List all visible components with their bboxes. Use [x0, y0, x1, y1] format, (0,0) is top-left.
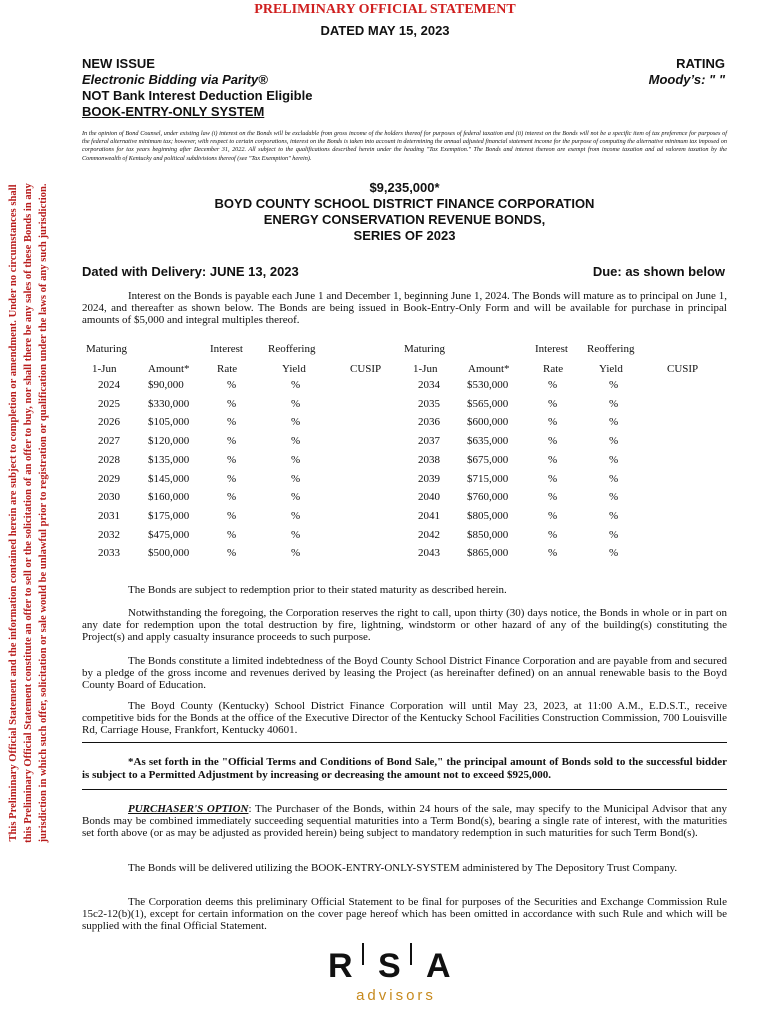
redemption-paragraph — [82, 584, 727, 596]
header-maturing-2: Maturing — [404, 343, 445, 355]
maturity-amount: $600,000 — [467, 416, 509, 429]
maturity-yield: % — [291, 528, 301, 541]
maturity-amount: $90,000 — [148, 379, 184, 391]
maturity-year: 2033 — [98, 547, 120, 560]
maturity-yield: % — [291, 435, 301, 448]
maturity-yield: % — [609, 397, 619, 410]
maturity-yield: % — [291, 472, 301, 485]
header-cusip: CUSIP — [350, 363, 382, 375]
maturity-amount: $805,000 — [467, 509, 509, 522]
maturity-amount: $675,000 — [467, 453, 509, 466]
header-rate: Rate — [217, 363, 238, 375]
maturity-amount: $760,000 — [467, 491, 509, 504]
disclaimer-line-2: this Preliminary Official Statement constitute an offer to sell or the solicitation of an offer to buy, nor shall there be any sales of these Bonds in any — [23, 183, 34, 843]
delivery-paragraph — [82, 862, 727, 874]
logo-letter-a: A — [426, 947, 451, 985]
maturity-year: 2029 — [98, 472, 120, 485]
final-paragraph — [82, 896, 727, 932]
divider-top — [82, 742, 727, 743]
bond-title — [82, 180, 727, 244]
maturity-year: 2030 — [98, 491, 120, 504]
notwithstanding-text: Notwithstanding the foregoing, the Corporation reserves the right to call, upon thirty (30) days notice, the Bonds in whole or in part on any date for redemption upon the total destruction by fire, lightning, windstorm or other hazard of any of the building(s) constituting the Project(s) and apply casualty insurance proceeds to such purpose. — [82, 607, 727, 643]
maturity-rate: % — [227, 416, 237, 429]
bids-text: The Boyd County (Kentucky) School District Finance Corporation will until May 23, 2023, at 11:00 A.M., E.D.S.T., receive competitive bids for the Bonds at the office of the Executive Director of the Kentucky School Facilities Construction Commission, 700 Louisville Rd, Carriage House, Frankfort, Kentucky 40601. — [82, 700, 727, 736]
rating-info — [649, 56, 725, 88]
maturity-rate: % — [227, 453, 237, 466]
maturity-yield: % — [609, 509, 619, 522]
maturity-yield: % — [609, 491, 619, 504]
maturity-amount: $330,000 — [148, 397, 190, 410]
maturity-amount: $120,000 — [148, 435, 190, 448]
rsa-advisors-logo — [326, 943, 466, 1013]
maturity-amount: $715,000 — [467, 472, 509, 485]
maturity-amount: $105,000 — [148, 416, 190, 429]
header-interest: Interest — [210, 343, 243, 355]
maturity-rate: % — [548, 453, 558, 466]
maturity-year: 2039 — [418, 472, 440, 485]
divider-bottom — [82, 789, 727, 790]
title-line-2: ENERGY CONSERVATION REVENUE BONDS, — [263, 212, 546, 227]
maturity-amount: $145,000 — [148, 472, 190, 485]
bidding-label: Electronic Bidding via Parity® — [82, 72, 268, 87]
title-line-3: SERIES OF 2023 — [353, 228, 456, 243]
maturity-amount: $500,000 — [148, 547, 190, 560]
bids-paragraph — [82, 700, 727, 736]
maturity-yield: % — [291, 397, 301, 410]
maturity-rate: % — [548, 379, 558, 391]
maturity-rate: % — [227, 435, 237, 448]
maturity-year: 2031 — [98, 509, 120, 522]
maturity-yield: % — [609, 379, 619, 391]
maturity-rate: % — [227, 528, 237, 541]
purchaser-label: PURCHASER'S OPTION — [128, 803, 249, 815]
purchaser-paragraph — [82, 803, 727, 839]
header-amount-2: Amount* — [468, 363, 510, 375]
maturity-yield: % — [291, 453, 301, 466]
header-reoffering-2: Reoffering — [587, 343, 635, 355]
maturity-rate: % — [548, 435, 558, 448]
maturity-rate: % — [548, 416, 558, 429]
bond-amount: $9,235,000* — [369, 180, 440, 195]
maturity-rate: % — [227, 491, 237, 504]
preliminary-heading: PRELIMINARY OFFICIAL STATEMENT — [254, 2, 516, 17]
maturity-year: 2028 — [98, 453, 120, 466]
maturity-yield: % — [609, 435, 619, 448]
maturity-year: 2042 — [418, 528, 440, 541]
disclaimer-line-1: This Preliminary Official Statement and the information contained herein are subject to completion or amendment. Under no circumstances shall — [8, 184, 19, 842]
maturity-year: 2041 — [418, 509, 440, 522]
maturity-yield: % — [291, 491, 301, 504]
maturity-year: 2024 — [98, 379, 120, 391]
adjustment-text: *As set forth in the "Official Terms and Conditions of Bond Sale," the principal amount of Bonds sold to the successful bidder is subject to a Permitted Adjustment by increasing or decreasing the amount not to exceed $925,000. — [82, 756, 727, 781]
maturity-year: 2035 — [418, 397, 440, 410]
interest-text: Interest on the Bonds is payable each June 1 and December 1, beginning June 1, 2024. The Bonds will mature as to principal on June 1, 2024, and thereafter as shown below. The Bonds are being issued in Book-Entry-Only Form and will be available for purchase in principal amounts of $5,000 and integral multiples thereof. — [82, 290, 727, 326]
maturity-rate: % — [548, 528, 558, 541]
maturity-yield: % — [609, 547, 619, 560]
maturity-yield: % — [291, 509, 301, 522]
maturity-yield: % — [609, 416, 619, 429]
maturity-amount: $565,000 — [467, 397, 509, 410]
maturity-yield: % — [609, 472, 619, 485]
maturity-amount: $865,000 — [467, 547, 509, 560]
logo-bar-1 — [362, 943, 364, 965]
maturity-amount: $160,000 — [148, 491, 190, 504]
maturity-year: 2040 — [418, 491, 440, 504]
header-yield-2: Yield — [599, 363, 623, 375]
dated-row — [82, 264, 725, 279]
header-maturing: Maturing — [86, 343, 127, 355]
dated-delivery: Dated with Delivery: JUNE 13, 2023 — [82, 264, 299, 279]
final-text: The Corporation deems this preliminary Official Statement to be final for purposes of the Securities and Exchange Commission Rule 15c2-12(b)(1), except for certain information on the cover page hereof which has been omitted in accordance with such Rule and which will be supplied with the final Official Statement. — [82, 896, 727, 932]
maturity-rate: % — [548, 491, 558, 504]
maturity-year: 2038 — [418, 453, 440, 466]
disclaimer-line-3: jurisdiction in which such offer, solicitation or sale would be unlawful prior to registration or qualification under the laws of any such jurisdiction. — [38, 183, 49, 843]
maturity-rate: % — [548, 472, 558, 485]
maturity-rate: % — [548, 547, 558, 560]
header-amount: Amount* — [148, 363, 190, 375]
header-rate-2: Rate — [543, 363, 564, 375]
rating-label: RATING — [676, 56, 725, 71]
book-entry-label: BOOK-ENTRY-ONLY SYSTEM — [82, 104, 265, 119]
notwithstanding-paragraph — [82, 607, 727, 643]
new-issue-label: NEW ISSUE — [82, 56, 155, 71]
maturity-rate: % — [227, 547, 237, 560]
statement-date: DATED MAY 15, 2023 — [320, 23, 450, 38]
obligation-paragraph — [82, 655, 727, 691]
maturity-year: 2034 — [418, 379, 440, 391]
rating-value: Moody’s: " " — [648, 72, 725, 87]
logo-letters — [326, 943, 466, 987]
maturity-amount: $475,000 — [148, 528, 190, 541]
header-yield: Yield — [282, 363, 306, 375]
maturity-amount: $175,000 — [148, 509, 190, 522]
maturity-year: 2025 — [98, 397, 120, 410]
logo-letter-r: R — [328, 947, 353, 985]
due-label: Due: as shown below — [592, 264, 725, 279]
header-reoffering: Reoffering — [268, 343, 316, 355]
maturity-table — [0, 343, 770, 568]
maturity-amount: $530,000 — [467, 379, 509, 391]
header-jun: 1-Jun — [92, 363, 117, 375]
maturity-year: 2043 — [418, 547, 440, 560]
obligation-text: The Bonds constitute a limited indebtedness of the Boyd County School District Finance Corporation and are payable from and secured by a pledge of the gross income and revenues derived by leasing the Project (as hereinafter defined) on an annual renewable basis to the Boyd County Board of Education. — [82, 655, 727, 691]
maturity-rate: % — [227, 509, 237, 522]
issue-info — [82, 56, 312, 120]
redemption-text: The Bonds are subject to redemption prior to their stated maturity as described herein. — [128, 584, 507, 596]
logo-bar-2 — [410, 943, 412, 965]
maturity-rate: % — [227, 472, 237, 485]
purchaser-text: : The Purchaser of the Bonds, within 24 hours of the sale, may specify to the Municipal Advisor that any Bonds may be combined immediately succeeding sequential maturities into a Term Bond(s), bearing a single rate of interest, with the maturities set forth above (or as may be adjusted as provided herein) being subject to mandatory redemption in such maturities for such Term Bond(s). — [82, 803, 728, 839]
maturity-year: 2027 — [98, 435, 120, 448]
maturity-rate: % — [548, 509, 558, 522]
adjustment-paragraph — [82, 756, 727, 781]
maturity-year: 2037 — [418, 435, 440, 448]
interest-paragraph — [82, 290, 727, 326]
maturity-rate: % — [548, 397, 558, 410]
maturity-yield: % — [291, 379, 301, 391]
bank-deduction-label: NOT Bank Interest Deduction Eligible — [82, 88, 313, 103]
header-interest-2: Interest — [535, 343, 568, 355]
header-cusip-2: CUSIP — [667, 363, 699, 375]
tax-opinion: In the opinion of Bond Counsel, under existing law (i) interest on the Bonds will be excludable from gross income of the holders thereof for purposes of federal taxation and (ii) interest on the Bonds will not be a specific item of tax preference for purposes of the federal alternative minimum tax; however, with respect to certain corporations, interest on the Bonds is taken into account in determining the annual adjusted financial statement income for the purpose of computing the alternative minimum tax imposed on corporations for tax years beginning after December 31, 2022. All subject to the qualifications described herein under the heading "Tax Exemption." The Bonds and interest thereon are exempt from income taxation and ad valorem taxation by the Commonwealth of Kentucky and political subdivisions thereof (see "Tax Exemption" herein). — [82, 130, 727, 162]
logo-tagline: advisors — [356, 987, 436, 1004]
maturity-year: 2036 — [418, 416, 440, 429]
header-jun-2: 1-Jun — [413, 363, 438, 375]
logo-letter-s: S — [378, 947, 401, 985]
maturity-year: 2032 — [98, 528, 120, 541]
maturity-rate: % — [227, 379, 237, 391]
maturity-year: 2026 — [98, 416, 120, 429]
maturity-yield: % — [291, 416, 301, 429]
maturity-amount: $635,000 — [467, 435, 509, 448]
delivery-text: The Bonds will be delivered utilizing the BOOK-ENTRY-ONLY-SYSTEM administered by The Depository Trust Company. — [128, 862, 678, 874]
maturity-yield: % — [609, 528, 619, 541]
title-line-1: BOYD COUNTY SCHOOL DISTRICT FINANCE CORPORATION — [214, 196, 595, 211]
maturity-amount: $135,000 — [148, 453, 190, 466]
maturity-yield: % — [291, 547, 301, 560]
maturity-yield: % — [609, 453, 619, 466]
maturity-rate: % — [227, 397, 237, 410]
maturity-amount: $850,000 — [467, 528, 509, 541]
